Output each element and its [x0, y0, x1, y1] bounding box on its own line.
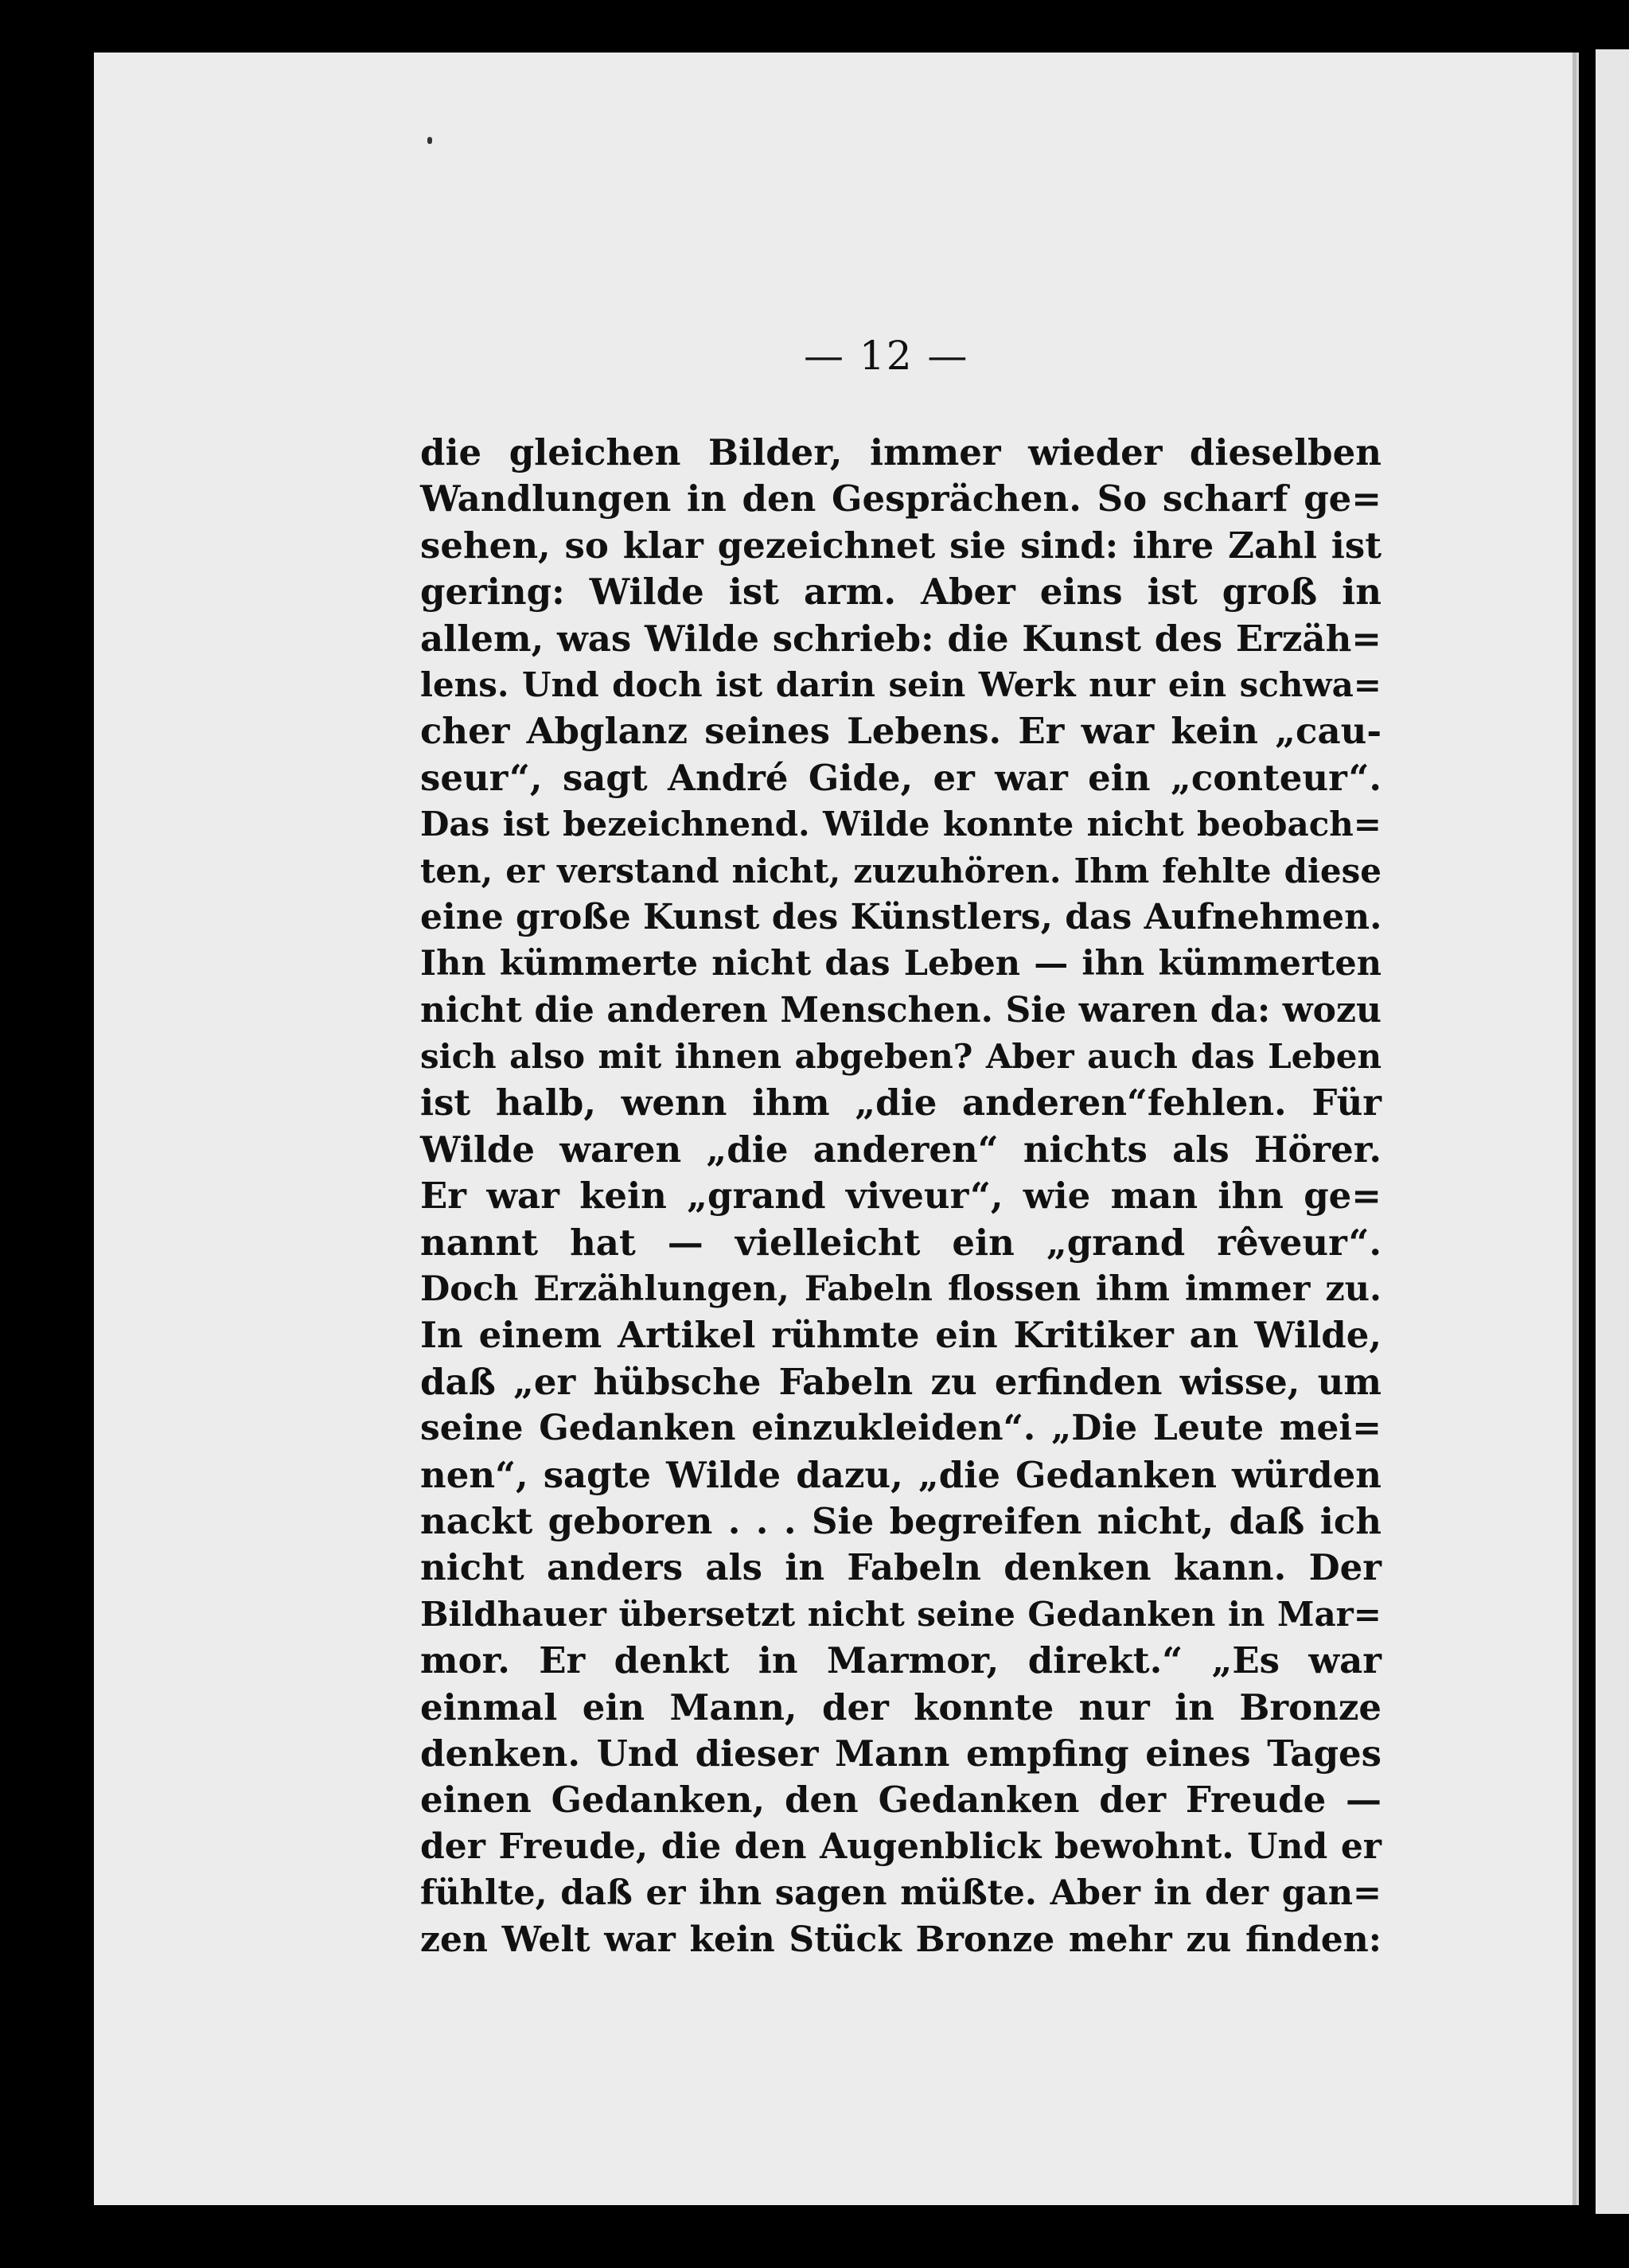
text-line: nackt geboren . . . Sie begreifen nicht, daß ich: [420, 1499, 1382, 1542]
text-line: einmal ein Mann, der konnte nur in Bronze: [420, 1685, 1382, 1728]
page-number: — 12 —: [804, 333, 969, 379]
text-line: eine große Kunst des Künstlers, das Aufnehmen.: [420, 896, 1382, 937]
text-line: ten, er verstand nicht, zuzuhören. Ihm fehlte diese: [420, 851, 1382, 890]
text-line: cher Abglanz seines Lebens. Er war kein „cau-: [420, 710, 1382, 753]
text-line: der Freude, die den Augenblick bewohnt. Und er: [420, 1826, 1382, 1867]
text-line: zen Welt war kein Stück Bronze mehr zu finden:: [420, 1919, 1382, 1960]
text-line: sehen, so klar gezeichnet sie sind: ihre Zahl ist: [420, 524, 1382, 567]
body-text: [420, 430, 1382, 1963]
text-line: nicht die anderen Menschen. Sie waren da: wozu: [420, 989, 1382, 1031]
text-line: Das ist bezeichnend. Wilde konnte nicht beobach=: [420, 805, 1382, 844]
text-line: allem, was Wilde schrieb: die Kunst des Erzäh=: [420, 617, 1382, 660]
text-line: Doch Erzählungen, Fabeln flossen ihm immer zu.: [420, 1269, 1382, 1310]
text-line: Er war kein „grand viveur“, wie man ihn ge=: [420, 1175, 1382, 1218]
text-line: daß „er hübsche Fabeln zu erfinden wisse, um: [420, 1360, 1382, 1403]
text-line: lens. Und doch ist darin sein Werk nur ein schwa=: [420, 664, 1382, 704]
text-line: die gleichen Bilder, immer wieder dieselben: [420, 431, 1382, 473]
text-line: ist halb, wenn ihm „die anderen“fehlen. Für: [420, 1081, 1382, 1124]
page-gutter-shadow: [1572, 53, 1576, 2205]
text-line: einen Gedanken, den Gedanken der Freude —: [420, 1779, 1382, 1822]
text-line: nicht anders als in Fabeln denken kann. Der: [420, 1546, 1382, 1589]
text-line: gering: Wilde ist arm. Aber eins ist groß in: [420, 571, 1382, 614]
text-line: Bildhauer übersetzt nicht seine Gedanken in Mar=: [420, 1594, 1382, 1634]
text-line: Ihn kümmerte nicht das Leben — ihn kümmerten: [420, 944, 1382, 984]
text-line: nannt hat — vielleicht ein „grand rêveur“.: [420, 1221, 1382, 1264]
text-line: fühlte, daß er ihn sagen müßte. Aber in der gan=: [420, 1873, 1382, 1914]
text-line: Wilde waren „die anderen“ nichts als Hörer.: [420, 1128, 1382, 1171]
text-line: seur“, sagt André Gide, er war ein „conteur“.: [420, 756, 1382, 799]
text-line: denken. Und dieser Mann empfing eines Tages: [420, 1732, 1382, 1775]
text-line: In einem Artikel rühmte ein Kritiker an Wilde,: [420, 1314, 1382, 1357]
text-line: nen“, sagte Wilde dazu, „die Gedanken würden: [420, 1453, 1382, 1496]
adjacent-page-edge: [1596, 49, 1629, 2214]
text-line: Wandlungen in den Gesprächen. So scharf ge=: [420, 477, 1382, 520]
text-line: seine Gedanken einzukleiden“. „Die Leute mei=: [420, 1408, 1382, 1449]
text-line: mor. Er denkt in Marmor, direkt.“ „Es war: [420, 1639, 1382, 1682]
scan-dust-speck: [427, 137, 432, 144]
text-line: sich also mit ihnen abgeben? Aber auch das Leben: [420, 1037, 1382, 1077]
